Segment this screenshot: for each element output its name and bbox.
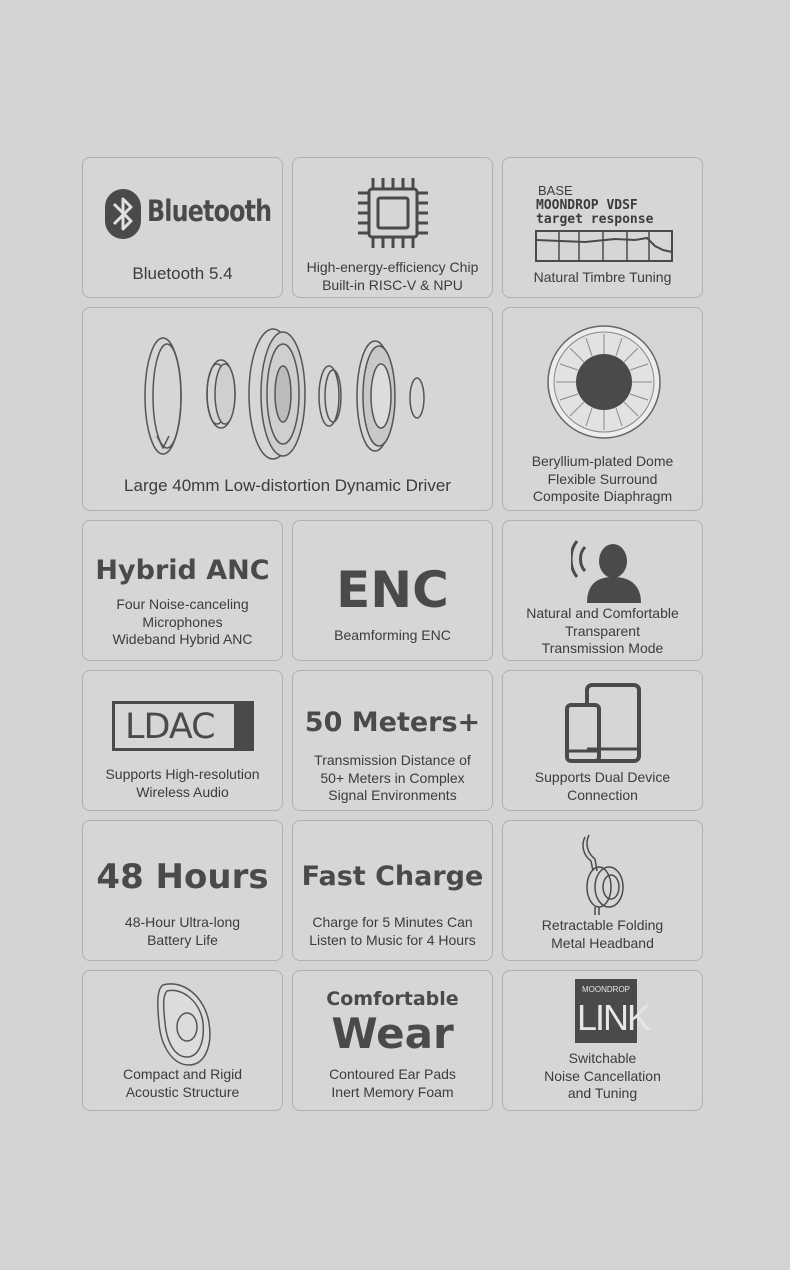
link-logo-text: LINK [577,997,650,1038]
phone-tablet-icon [565,683,641,763]
driver-card [82,307,493,511]
link-brand-text: MOONDROP [582,985,630,994]
acoustic-card [82,970,283,1111]
range-caption: Transmission Distance of 50+ Meters in Complex Signal Environments [314,752,471,803]
comfort-title-big: Wear [331,1009,454,1058]
ldac-logo [112,701,254,751]
target-response-label: target response [536,212,654,227]
link-caption: Switchable Noise Cancellation and Tuning [544,1050,661,1101]
driver-caption: Large 40mm Low-distortion Dynamic Driver [124,476,451,495]
bluetooth-icon [104,188,142,240]
chip-card [292,157,493,298]
chip-icon [356,176,430,250]
comfort-caption: Contoured Ear Pads Inert Memory Foam [329,1066,456,1100]
fast-charge-title: Fast Charge [301,861,484,892]
transparency-person-icon [571,531,643,603]
hybrid-anc-caption: Four Noise-canceling Microphones Wideband Hybrid ANC [112,596,253,647]
diaphragm-card [502,307,703,511]
acoustic-caption: Compact and Rigid Acoustic Structure [122,1066,243,1100]
target-response-card [502,157,703,298]
bluetooth-card [82,157,283,298]
transparent-card [502,520,703,661]
range-title: 50 Meters+ [304,707,481,738]
comfort-title-small: Comfortable [326,988,459,1010]
driver-exploded-icon [143,326,433,466]
dual-device-card [502,670,703,811]
transparent-caption: Natural and Comfortable Transparent Transmission Mode [526,605,679,656]
headband-icon [579,831,639,917]
earcup-icon [153,977,217,1069]
hybrid-anc-title: Hybrid ANC [95,555,270,586]
headband-caption: Retractable Folding Metal Headband [541,917,664,951]
ldac-logo-text: LDAC [125,707,215,747]
fast-charge-caption: Charge for 5 Minutes Can Listen to Music for 4 Hours [309,914,476,948]
battery-card [82,820,283,961]
ldac-caption: Supports High-resolution Wireless Audio [105,766,260,800]
target-caption: Natural Timbre Tuning [533,269,672,285]
dual-device-caption: Supports Dual Device Connection [534,769,671,803]
ldac-card [82,670,283,811]
battery-title: 48 Hours [96,857,269,897]
range-card [292,670,493,811]
frequency-graph-icon [535,230,673,262]
target-brand-label: MOONDROP VDSF [536,198,638,213]
diaphragm-icon [546,324,662,440]
chip-caption: High-energy-efficiency Chip Built-in RISC-V & NPU [306,259,479,293]
moondrop-link-logo [575,979,650,1043]
bluetooth-caption: Bluetooth 5.4 [132,264,233,283]
comfort-card [292,970,493,1111]
battery-caption: 48-Hour Ultra-long Battery Life [124,914,241,948]
target-base-label: BASE [538,183,573,198]
headband-card [502,820,703,961]
enc-card [292,520,493,661]
bluetooth-logo-text: Bluetooth [147,194,272,228]
diaphragm-caption: Beryllium-plated Dome Flexible Surround Composite Diaphragm [531,453,674,504]
link-card [502,970,703,1111]
enc-title: ENC [336,561,449,619]
fast-charge-card [292,820,493,961]
enc-caption: Beamforming ENC [334,627,451,643]
hybrid-anc-card [82,520,283,661]
